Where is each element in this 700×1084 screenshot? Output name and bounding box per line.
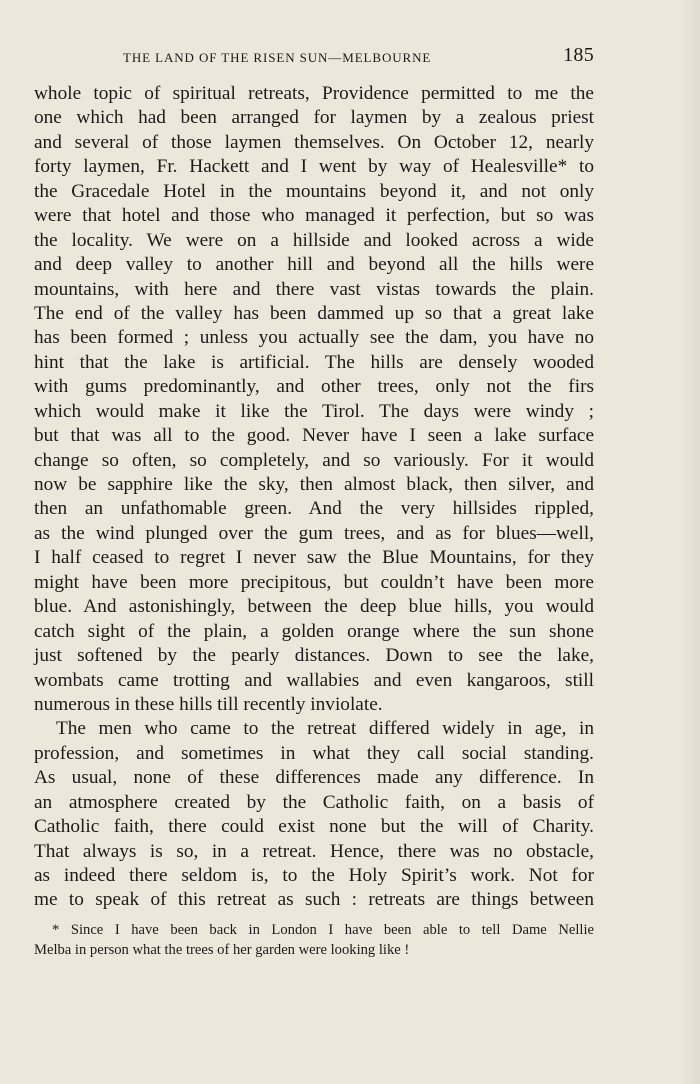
- page-number: 185: [563, 44, 594, 66]
- text-line: as indeed there seldom is, to the Holy Spirit’s work. Not for: [34, 865, 594, 886]
- page-header: [34, 44, 594, 70]
- paragraph-last-line: numerous in these hills till recently inviolate.: [34, 693, 383, 715]
- text-line: as the wind plunged over the gum trees, and as for blues—well,: [34, 522, 594, 544]
- text-line: just softened by the pearly distances. Down to see the lake,: [34, 645, 594, 667]
- text-line: wombats came trotting and wallabies and even kangaroos, still: [34, 669, 594, 691]
- text-line: might have been more precipitous, but couldn’t have been more: [34, 571, 594, 593]
- text-line: profession, and sometimes in what they call social standing.: [34, 742, 594, 764]
- text-line: hint that the lake is artificial. The hills are densely wooded: [34, 351, 594, 373]
- footnote-line: Melba in person what the trees of her garden were looking like !: [34, 942, 410, 958]
- text-line: As usual, none of these differences made any difference. In: [34, 767, 594, 789]
- text-line: The end of the valley has been dammed up so that a great lake: [34, 302, 594, 324]
- text-line: mountains, with here and there vast vistas towards the plain.: [34, 278, 594, 300]
- text-line: the Gracedale Hotel in the mountains beyond it, and not only: [34, 180, 594, 202]
- text-line: catch sight of the plain, a golden orange where the sun shone: [34, 620, 594, 642]
- page-edge-shadow: [682, 0, 700, 1084]
- text-line: Catholic faith, there could exist none but the will of Charity.: [34, 816, 594, 838]
- text-line: and several of those laymen themselves. On October 12, nearly: [34, 131, 594, 153]
- text-line: whole topic of spiritual retreats, Providence permitted to me the: [34, 83, 594, 104]
- footnote-line: * Since I have been back in London I have been able to tell Dame Nellie: [52, 922, 594, 938]
- text-line: I half ceased to regret I never saw the Blue Mountains, for they: [34, 547, 594, 569]
- text-line: me to speak of this retreat as such : retreats are things between: [34, 889, 594, 911]
- text-line: the locality. We were on a hillside and looked across a wide: [34, 229, 594, 251]
- body-text: [34, 82, 594, 913]
- text-line: has been formed ; unless you actually see the dam, you have no: [34, 327, 594, 349]
- text-line: but that was all to the good. Never have I seen a lake surface: [34, 425, 594, 447]
- text-line: That always is so, in a retreat. Hence, there was no obstacle,: [34, 840, 594, 862]
- text-line: were that hotel and those who managed it perfection, but so was: [34, 205, 594, 227]
- text-line: which would make it like the Tirol. The days were windy ;: [34, 400, 594, 422]
- text-line: one which had been arranged for laymen by a zealous priest: [34, 107, 594, 129]
- paragraph-first-line: The men who came to the retreat differed widely in age, in: [56, 718, 594, 740]
- text-line: with gums predominantly, and other trees, only not the firs: [34, 376, 594, 398]
- footnote: [34, 920, 594, 960]
- text-line: forty laymen, Fr. Hackett and I went by way of Healesville* to: [34, 156, 594, 178]
- text-line: change so often, so completely, and so variously. For it would: [34, 449, 594, 471]
- text-line: and deep valley to another hill and beyond all the hills were: [34, 254, 594, 276]
- text-line: blue. And astonishingly, between the deep blue hills, you would: [34, 596, 594, 618]
- text-line: now be sapphire like the sky, then almost black, then silver, and: [34, 474, 594, 495]
- text-line: then an unfathomable green. And the very hillsides rippled,: [34, 498, 594, 520]
- text-line: an atmosphere created by the Catholic faith, on a basis of: [34, 791, 594, 813]
- running-title: THE LAND OF THE RISEN SUN—MELBOURNE: [123, 50, 432, 65]
